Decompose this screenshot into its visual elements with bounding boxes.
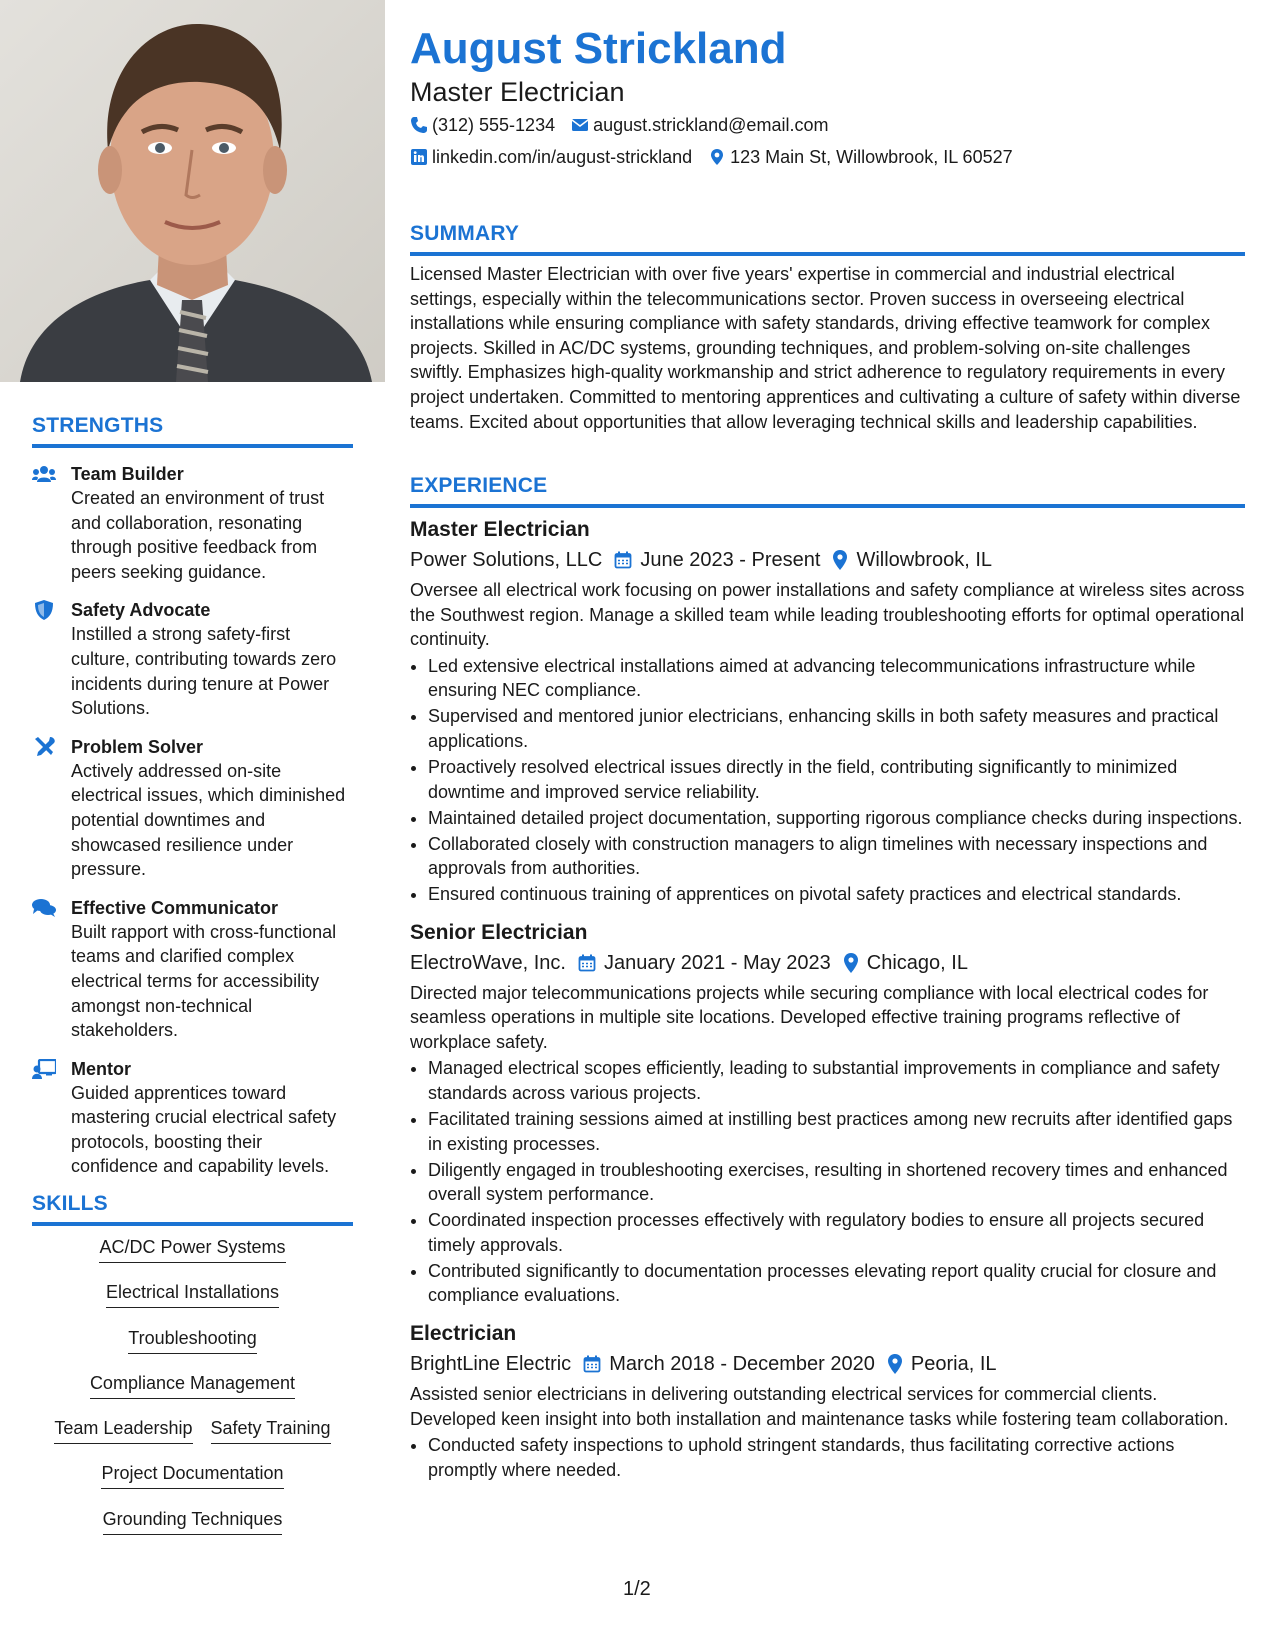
calendar-icon: [583, 1355, 601, 1373]
candidate-name: August Strickland: [410, 24, 787, 73]
contact-row-2: [410, 146, 1029, 168]
strength-title: Problem Solver: [71, 736, 204, 757]
job-bullets: [410, 1433, 1245, 1482]
job-bullet: • Conducted safety inspections to uphold stringent standards, thus facilitating corrective actions promptly where needed.: [428, 1433, 1245, 1482]
job-role: Master Electrician: [410, 518, 590, 541]
job-bullet: • Contributed significantly to documentation processes elevating report quality crucial for closure and compliance evaluations.: [428, 1259, 1245, 1308]
teacher-icon: [32, 1059, 56, 1079]
job-bullets: [410, 1056, 1245, 1308]
map-pin-icon: [843, 953, 859, 973]
skill-tag: AC/DC Power Systems: [99, 1236, 285, 1263]
job-company: Power Solutions, LLC: [410, 549, 603, 571]
job-summary: Assisted senior electricians in delivering outstanding electrical services for commercial clients. Developed keen insight into both installation and maintenance tasks while fostering team collaboration.: [410, 1383, 1229, 1429]
skills-list: [32, 1236, 353, 1553]
strength-description: Created an environment of trust and collaboration, resonating through positive feedback from peers seeking guidance.: [71, 488, 325, 582]
job-summary: Directed major telecommunications projects while securing compliance with local electrical codes for seamless operations in multiple site locations. Developed effective training programs reflective of workplace safety.: [410, 982, 1209, 1052]
strength-title: Safety Advocate: [71, 600, 211, 621]
job-dates: [614, 546, 820, 574]
skill-tag: Compliance Management: [90, 1372, 295, 1399]
strength-description: Guided apprentices toward mastering crucial electrical safety protocols, boosting their confidence and capability levels.: [71, 1082, 337, 1177]
summary-text: Licensed Master Electrician with over five years' expertise in commercial and industrial electrical settings, especially within the telecommunications sector. Proven success in overseeing electrical installations while ensuring compliance with safety standards, driving effective teamwork for complex projects. Skilled in AC/DC systems, grounding techniques, and problem-solving on-site challenges swiftly. Emphasizes high-quality workmanship and strict adherence to regulatory requirements in every project undertaken. Committed to mentoring apprentices and cultivating a culture of safety within diverse teams. Excited about opportunities that allow leveraging technical skills and leadership capabilities.: [410, 264, 1241, 432]
job-location-text: Willowbrook, IL: [856, 549, 993, 571]
shield-icon: [32, 600, 56, 620]
strength-title: Mentor: [71, 1058, 131, 1079]
job-dates-text: March 2018 - December 2020: [609, 1352, 875, 1375]
address-contact: [708, 146, 1012, 168]
summary-section: [410, 222, 1245, 434]
job-meta: [410, 1350, 1245, 1378]
calendar-icon: [578, 954, 596, 972]
users-icon: [32, 464, 56, 484]
sidebar: [0, 0, 385, 1650]
job-meta: [410, 949, 1245, 977]
job-bullet: • Maintained detailed project documentation, supporting rigorous compliance checks during inspections.: [428, 806, 1245, 831]
job-location: [887, 1350, 997, 1378]
job-dates: [583, 1350, 875, 1378]
strength-description: Built rapport with cross-functional teams and clarified complex electrical terms for accessibility amongst non-technical stakeholders.: [71, 921, 337, 1041]
job-role: Senior Electrician: [410, 920, 588, 944]
job-location: [843, 949, 968, 977]
address-text: 123 Main St, Willowbrook, IL 60527: [730, 147, 1013, 167]
job-company: BrightLine Electric: [410, 1352, 572, 1375]
chat-icon: [32, 898, 56, 918]
linkedin-contact[interactable]: [410, 146, 692, 168]
strength-item: [32, 598, 353, 720]
strength-title: Effective Communicator: [71, 897, 279, 918]
job-location-text: Peoria, IL: [910, 1352, 997, 1375]
strength-item: [32, 462, 353, 584]
map-pin-icon: [832, 550, 848, 570]
job-bullet: • Proactively resolved electrical issues directly in the field, contributing significantly to minimized downtime and improved service reliability.: [428, 755, 1245, 804]
strengths-heading: STRENGTHS: [32, 414, 353, 448]
job-dates: [578, 949, 831, 977]
skills-section: [32, 1192, 353, 1553]
strength-item: [32, 896, 353, 1043]
skill-tag: Electrical Installations: [106, 1281, 279, 1308]
skill-tag: Troubleshooting: [128, 1327, 256, 1354]
experience-section: [410, 474, 1245, 1484]
skill-tag: Team Leadership: [54, 1417, 192, 1444]
strength-item: [32, 1057, 353, 1179]
candidate-title: Master Electrician: [410, 77, 625, 107]
job-bullets: [410, 654, 1245, 907]
linkedin-text: linkedin.com/in/august-strickland: [432, 147, 693, 167]
job-role: Electrician: [410, 1321, 517, 1345]
skills-heading: SKILLS: [32, 1192, 353, 1226]
profile-photo: [0, 0, 385, 382]
job-entry: [410, 919, 1245, 1308]
job-entry: [410, 1320, 1245, 1482]
map-pin-icon: [708, 148, 726, 166]
job-bullet: • Diligently engaged in troubleshooting exercises, resulting in shortened recovery times and enhanced overall system performance.: [428, 1158, 1245, 1207]
summary-heading: SUMMARY: [410, 222, 1245, 256]
job-bullet: • Supervised and mentored junior electricians, enhancing skills in both safety measures and practical applications.: [428, 704, 1245, 753]
phone-contact[interactable]: [410, 114, 555, 136]
job-location-text: Chicago, IL: [866, 951, 968, 974]
phone-icon: [410, 116, 428, 134]
skill-tag: Project Documentation: [101, 1462, 283, 1489]
job-bullet: • Ensured continuous training of apprentices on pivotal safety practices and electrical standards.: [428, 882, 1245, 907]
strength-description: Actively addressed on-site electrical issues, which diminished potential downtimes and showcased resilience under pressure.: [71, 760, 346, 880]
job-summary: Oversee all electrical work focusing on power installations and safety compliance at wireless sites across the Southwest region. Manage a skilled team while leading troubleshooting efforts for optimal operational continuity.: [410, 580, 1245, 650]
job-dates-text: January 2021 - May 2023: [603, 951, 831, 974]
job-meta: [410, 546, 1245, 574]
strength-description: Instilled a strong safety-first culture, contributing towards zero incidents during tenure at Power Solutions.: [71, 624, 337, 719]
map-pin-icon: [887, 1354, 903, 1374]
calendar-icon: [614, 551, 632, 569]
email-contact[interactable]: [571, 114, 828, 136]
job-bullet: • Coordinated inspection processes effectively with regulatory bodies to ensure all projects secured timely approvals.: [428, 1208, 1245, 1257]
job-bullet: • Managed electrical scopes efficiently, leading to substantial improvements in compliance and safety standards across various projects.: [428, 1056, 1245, 1105]
job-bullet: • Collaborated closely with construction managers to align timelines with necessary inspections and approvals from authorities.: [428, 832, 1245, 881]
email-text: august.strickland@email.com: [593, 115, 829, 135]
page-number: 1/2: [623, 1578, 651, 1600]
job-location: [832, 546, 992, 574]
skill-tag: Grounding Techniques: [103, 1508, 283, 1535]
experience-heading: EXPERIENCE: [410, 474, 1245, 508]
skill-tag: Safety Training: [211, 1417, 331, 1444]
job-entry: [410, 516, 1245, 907]
envelope-icon: [571, 116, 589, 134]
strength-item: [32, 735, 353, 882]
strength-title: Team Builder: [71, 464, 184, 484]
job-dates-text: June 2023 - Present: [640, 549, 821, 571]
tools-icon: [32, 737, 56, 757]
linkedin-icon: [410, 148, 428, 166]
job-bullet: • Facilitated training sessions aimed at instilling best practices among new recruits after identified gaps in existing processes.: [428, 1107, 1245, 1156]
job-company: ElectroWave, Inc.: [410, 951, 566, 974]
phone-text: (312) 555-1234: [432, 115, 556, 135]
contact-row-1: [410, 114, 844, 136]
job-bullet: • Led extensive electrical installations aimed at advancing telecommunications infrastructure while ensuring NEC compliance.: [428, 654, 1245, 703]
strengths-section: [32, 414, 353, 1179]
